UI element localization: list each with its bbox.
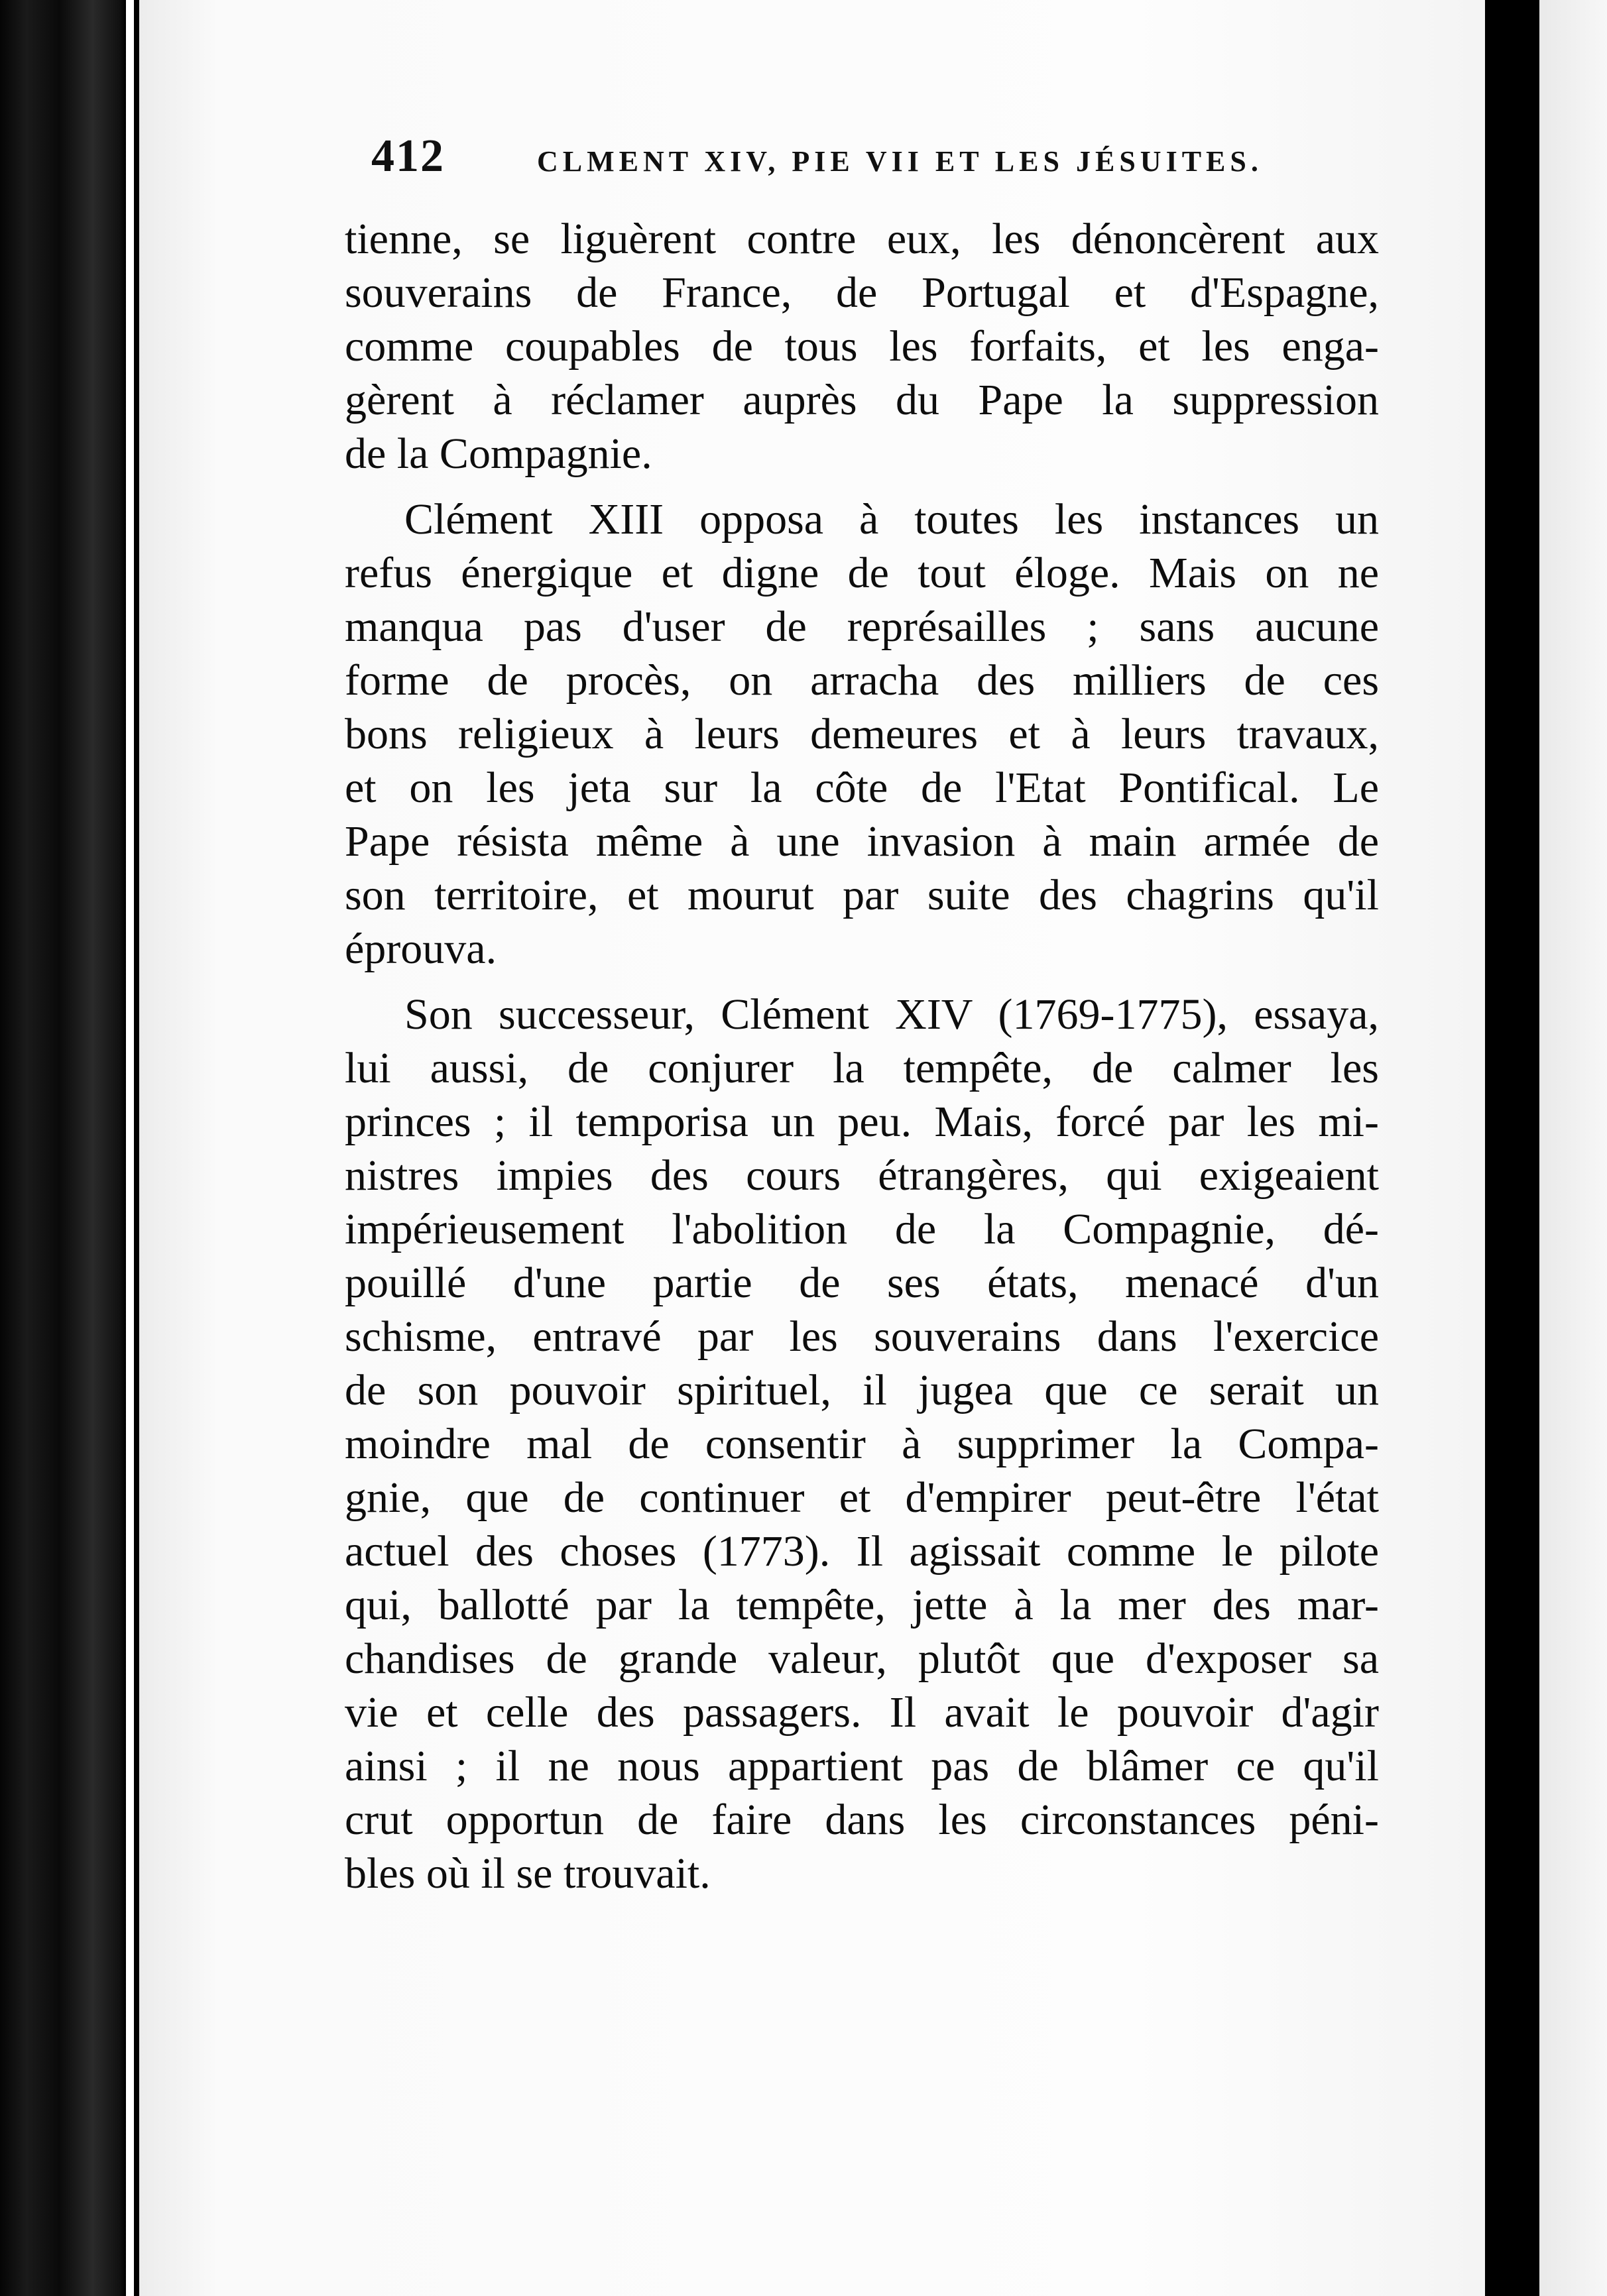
text-line: et on les jeta sur la côte de l'Etat Pontifical. Le	[345, 764, 1379, 812]
page-number: 412	[371, 131, 445, 182]
text-line: forme de procès, on arracha des milliers de ces	[345, 656, 1379, 705]
text-line: de la Compagnie.	[345, 430, 652, 478]
running-head	[371, 130, 1352, 183]
text-line: tienne, se liguèrent contre eux, les dénoncèrent aux	[345, 215, 1379, 263]
text-line: manqua pas d'user de représailles ; sans aucune	[345, 603, 1379, 651]
adjacent-page-edge	[1539, 0, 1607, 2296]
text-line: moindre mal de consentir à supprimer la Compa-	[345, 1420, 1379, 1468]
text-line: vie et celle des passagers. Il avait le pouvoir d'agir	[345, 1688, 1379, 1737]
text-line: crut opportun de faire dans les circonstances péni-	[345, 1796, 1379, 1844]
text-line: souverains de France, de Portugal et d'Espagne,	[345, 268, 1379, 317]
text-line: de son pouvoir spirituel, il jugea que ce serait un	[345, 1366, 1379, 1414]
binding-highlight	[126, 0, 134, 2296]
text-line: Clément XIII opposa à toutes les instances un	[404, 495, 1379, 544]
paragraph	[345, 988, 1379, 1900]
text-line: bles où il se trouvait.	[345, 1849, 711, 1898]
binding-gap	[134, 0, 139, 2296]
running-title: CLMENT XIV, PIE VII ET LES JÉSUITES.	[537, 145, 1263, 178]
text-line: nistres impies des cours étrangères, qui exigeaient	[345, 1151, 1379, 1200]
paragraph-gap	[345, 976, 1379, 988]
text-line: ainsi ; il ne nous appartient pas de blâmer ce qu'il	[345, 1742, 1379, 1790]
text-line: refus énergique et digne de tout éloge. Mais on ne	[345, 549, 1379, 597]
text-line: chandises de grande valeur, plutôt que d'exposer sa	[345, 1635, 1379, 1683]
text-line: bons religieux à leurs demeures et à leurs travaux,	[345, 710, 1379, 758]
book-binding-edge	[0, 0, 126, 2296]
text-line: actuel des choses (1773). Il agissait comme le pilote	[345, 1527, 1379, 1576]
text-line: gèrent à réclamer auprès du Pape la suppression	[345, 376, 1379, 424]
paragraph	[345, 492, 1379, 976]
text-line: Pape résista même à une invasion à main armée de	[345, 817, 1379, 866]
text-line: pouillé d'une partie de ses états, menacé d'un	[345, 1259, 1379, 1307]
body-text	[345, 212, 1379, 1900]
text-line: éprouva.	[345, 925, 497, 973]
text-line: comme coupables de tous les forfaits, et les enga-	[345, 322, 1379, 371]
text-line: gnie, que de continuer et d'empirer peut-être l'état	[345, 1473, 1379, 1522]
text-line: Son successeur, Clément XIV (1769-1775), essaya,	[404, 990, 1379, 1039]
text-line: son territoire, et mourut par suite des chagrins qu'il	[345, 871, 1379, 919]
text-line: impérieusement l'abolition de la Compagnie, dé-	[345, 1205, 1379, 1253]
text-line: princes ; il temporisa un peu. Mais, forcé par les mi-	[345, 1098, 1379, 1146]
page-gutter	[1485, 0, 1539, 2296]
paragraph	[345, 212, 1379, 481]
text-line: schisme, entravé par les souverains dans l'exercice	[345, 1312, 1379, 1361]
paragraph-gap	[345, 481, 1379, 492]
text-line: qui, ballotté par la tempête, jette à la mer des mar-	[345, 1581, 1379, 1629]
text-line: lui aussi, de conjurer la tempête, de calmer les	[345, 1044, 1379, 1092]
